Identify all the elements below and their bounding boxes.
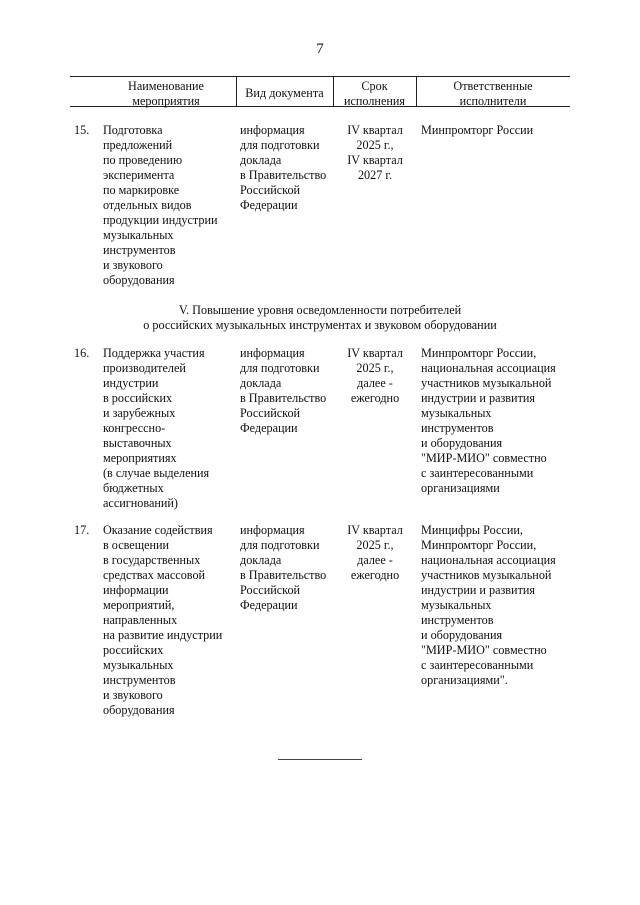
text-line: в российских — [103, 391, 173, 405]
row-number: 17. — [74, 523, 90, 537]
row-number: 15. — [74, 123, 90, 137]
text-line: V. Повышение уровня осведомленности потребителей — [178, 303, 462, 317]
text-line: информация — [240, 123, 305, 137]
text-line: инструментов — [421, 421, 494, 435]
text-line: музыкальных — [421, 406, 492, 420]
row-doc — [240, 123, 335, 213]
text-line: по проведению — [103, 153, 183, 167]
header-term — [333, 79, 416, 109]
row-number: 16. — [74, 346, 90, 360]
header-doc — [236, 86, 333, 101]
text-line: Минцифры России, — [421, 523, 523, 537]
text-line: ежегодно — [350, 568, 400, 582]
text-line: IV квартал — [347, 523, 403, 537]
text-line: выставочных — [103, 436, 172, 450]
text-line: музыкальных — [103, 228, 174, 242]
text-line: организациями — [421, 481, 500, 495]
text-line: Наименование — [128, 79, 204, 93]
text-line: по маркировке — [103, 183, 180, 197]
text-line: мероприятия — [132, 94, 200, 108]
text-line: национальная ассоциация — [421, 553, 556, 567]
text-line: производителей — [103, 361, 186, 375]
row-doc — [240, 523, 335, 613]
text-line: Российской — [240, 406, 301, 420]
text-line: далее - — [357, 376, 393, 390]
text-line: организациями". — [421, 673, 508, 687]
text-line: IV квартал — [347, 123, 403, 137]
text-line: Российской — [240, 183, 301, 197]
footer-rule — [278, 759, 362, 760]
row-resp — [421, 523, 571, 688]
text-line: "МИР-МИО" совместно — [421, 451, 547, 465]
text-line: ассигнований) — [103, 496, 178, 510]
text-line: на развитие индустрии — [103, 628, 223, 642]
text-line: Минпромторг России, — [421, 538, 537, 552]
text-line: IV квартал — [347, 153, 403, 167]
text-line: 2025 г., — [356, 138, 394, 152]
text-line: для подготовки — [240, 138, 320, 152]
text-line: Вид документа — [245, 86, 324, 100]
text-line: конгрессно- — [103, 421, 166, 435]
row-term — [336, 123, 414, 183]
text-line: доклада — [240, 553, 282, 567]
text-line: доклада — [240, 153, 282, 167]
text-line: Минпромторг России — [421, 123, 534, 137]
text-line: мероприятиях — [103, 451, 177, 465]
text-line: доклада — [240, 376, 282, 390]
text-line: для подготовки — [240, 538, 320, 552]
text-line: оборудования — [103, 273, 175, 287]
text-line: мероприятий, — [103, 598, 175, 612]
section-title — [60, 303, 580, 333]
text-line: в государственных — [103, 553, 201, 567]
row-name — [103, 346, 238, 511]
text-line: инструментов — [421, 613, 494, 627]
text-line: музыкальных — [103, 658, 174, 672]
text-line: средствах массовой — [103, 568, 206, 582]
row-name — [103, 523, 238, 718]
text-line: о российских музыкальных инструментах и звуковом оборудовании — [143, 318, 497, 332]
text-line: Поддержка участия — [103, 346, 205, 360]
header-top-rule — [70, 76, 570, 77]
text-line: Подготовка — [103, 123, 163, 137]
text-line: в Правительство — [240, 568, 327, 582]
text-line: музыкальных — [421, 598, 492, 612]
text-line: и звукового — [103, 688, 163, 702]
text-line: в Правительство — [240, 391, 327, 405]
text-line: эксперимента — [103, 168, 175, 182]
text-line: информации — [103, 583, 169, 597]
page-number: 7 — [316, 41, 324, 57]
text-line: исполнители — [459, 94, 527, 108]
row-doc — [240, 346, 335, 436]
text-line: информация — [240, 523, 305, 537]
text-line: индустрии и развития — [421, 583, 536, 597]
text-line: IV квартал — [347, 346, 403, 360]
text-line: Оказание содействия — [103, 523, 213, 537]
text-line: бюджетных — [103, 481, 164, 495]
text-line: информация — [240, 346, 305, 360]
text-line: продукции индустрии — [103, 213, 218, 227]
row-resp — [421, 346, 571, 496]
text-line: отдельных видов — [103, 198, 192, 212]
text-line: и оборудования — [421, 628, 503, 642]
text-line: участников музыкальной — [421, 568, 552, 582]
text-line: индустрии — [103, 376, 159, 390]
text-line: "МИР-МИО" совместно — [421, 643, 547, 657]
text-line: и зарубежных — [103, 406, 176, 420]
text-line: (в случае выделения — [103, 466, 210, 480]
text-line: Федерации — [240, 598, 298, 612]
text-line: ежегодно — [350, 391, 400, 405]
text-line: национальная ассоциация — [421, 361, 556, 375]
header-name — [96, 79, 236, 109]
text-line: оборудования — [103, 703, 175, 717]
text-line: индустрии и развития — [421, 391, 536, 405]
text-line: предложений — [103, 138, 173, 152]
header-resp — [416, 79, 570, 109]
text-line: Ответственные — [453, 79, 533, 93]
text-line: исполнения — [343, 94, 406, 108]
row-resp — [421, 123, 571, 138]
row-term — [336, 523, 414, 583]
text-line: в Правительство — [240, 168, 327, 182]
row-term — [336, 346, 414, 406]
text-line: российских — [103, 643, 164, 657]
text-line: 2025 г., — [356, 361, 394, 375]
text-line: с заинтересованными — [421, 658, 534, 672]
text-line: 2025 г., — [356, 538, 394, 552]
text-line: инструментов — [103, 243, 176, 257]
text-line: Минпромторг России, — [421, 346, 537, 360]
text-line: Федерации — [240, 198, 298, 212]
text-line: 2027 г. — [357, 168, 393, 182]
text-line: и звукового — [103, 258, 163, 272]
text-line: Срок — [361, 79, 388, 93]
text-line: для подготовки — [240, 361, 320, 375]
text-line: с заинтересованными — [421, 466, 534, 480]
text-line: направленных — [103, 613, 178, 627]
text-line: в освещении — [103, 538, 170, 552]
text-line: Российской — [240, 583, 301, 597]
text-line: и оборудования — [421, 436, 503, 450]
text-line: Федерации — [240, 421, 298, 435]
text-line: инструментов — [103, 673, 176, 687]
row-name — [103, 123, 238, 288]
text-line: далее - — [357, 553, 393, 567]
text-line: участников музыкальной — [421, 376, 552, 390]
